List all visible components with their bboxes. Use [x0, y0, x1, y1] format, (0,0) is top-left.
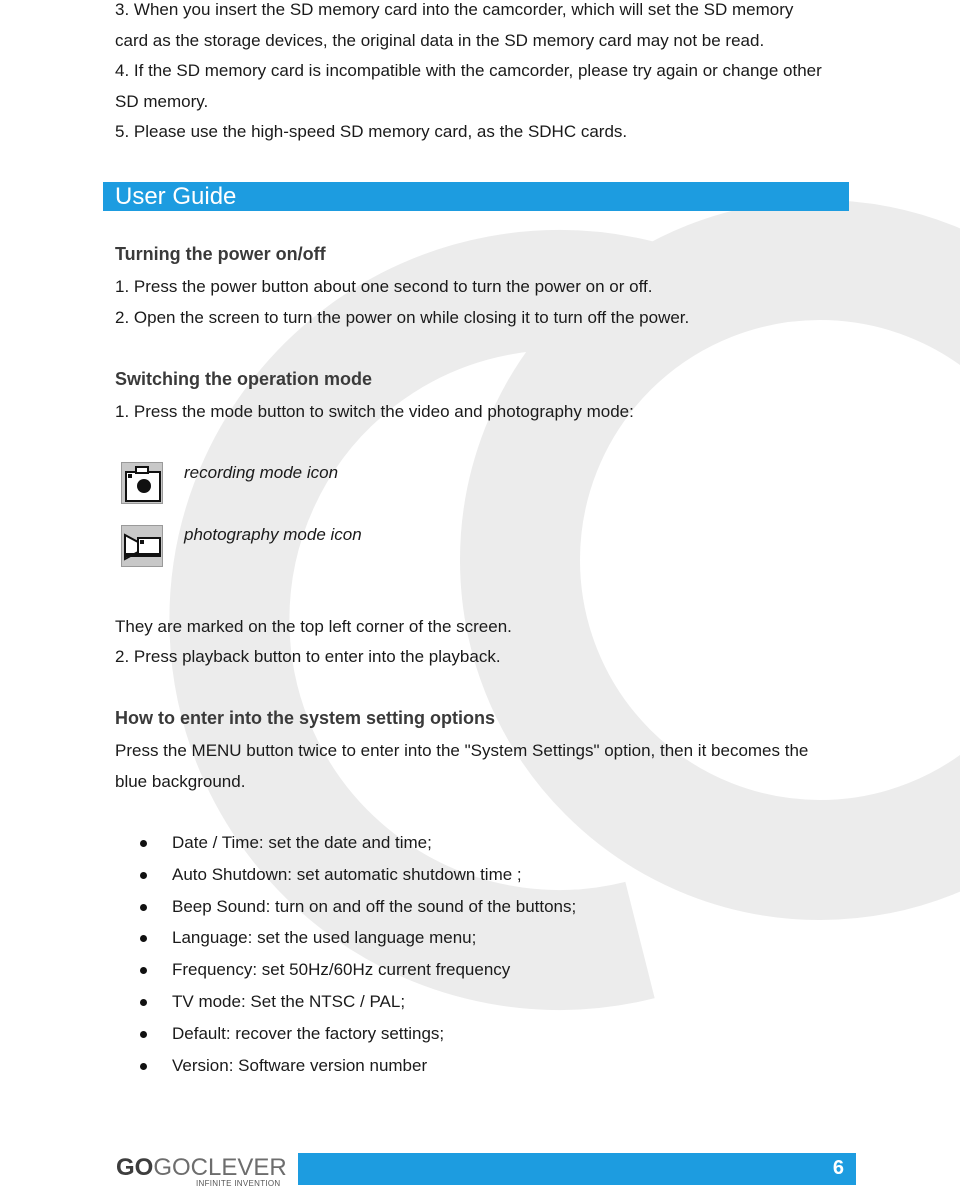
- user-guide-banner: [103, 182, 849, 211]
- bullet-icon: [140, 967, 147, 974]
- intro-item-3b: card as the storage devices, the original data in the SD memory card may not be read.: [115, 31, 765, 50]
- photography-mode-label: photography mode icon: [184, 525, 362, 544]
- intro-item-4a: 4. If the SD memory card is incompatible with the camcorder, please try again or change other: [115, 61, 822, 80]
- recording-mode-label: recording mode icon: [184, 463, 339, 482]
- bullet-icon: [140, 872, 147, 879]
- intro-item-4b: SD memory.: [115, 92, 209, 111]
- option-tv-mode: TV mode: Set the NTSC / PAL;: [172, 991, 406, 1011]
- list-item: [140, 992, 576, 1024]
- option-frequency: Frequency: set 50Hz/60Hz current frequency: [172, 960, 511, 980]
- mode-step-2: 2. Press playback button to enter into the playback.: [115, 647, 501, 666]
- logo-wordmark: GOCLEVER: [153, 1154, 287, 1181]
- mode-heading: Switching the operation mode: [115, 369, 373, 389]
- list-item: [140, 833, 576, 865]
- system-intro-line-1: Press the MENU button twice to enter into the "System Settings" option, then it becomes the: [115, 741, 809, 760]
- list-item: [140, 928, 576, 960]
- list-item: [140, 960, 576, 992]
- footer-bar: [298, 1153, 856, 1185]
- list-item: [140, 1024, 576, 1056]
- list-item: [140, 865, 576, 897]
- bullet-icon: [140, 1063, 147, 1070]
- list-item: [140, 1056, 576, 1088]
- page-number: 6: [832, 1157, 844, 1179]
- intro-item-5: 5. Please use the high-speed SD memory card, as the SDHC cards.: [115, 122, 628, 141]
- system-intro-line-2: blue background.: [115, 772, 246, 791]
- option-language: Language: set the used language menu;: [172, 928, 477, 948]
- bullet-icon: [140, 935, 147, 942]
- system-options-list: [140, 833, 576, 1087]
- goclever-logo: [116, 1155, 286, 1187]
- system-heading: How to enter into the system setting options: [115, 708, 496, 728]
- bullet-icon: [140, 999, 147, 1006]
- list-item: [140, 897, 576, 929]
- power-step-1: 1. Press the power button about one second to turn the power on or off.: [115, 277, 653, 296]
- power-heading: Turning the power on/off: [115, 244, 326, 264]
- camcorder-icon: [121, 525, 163, 567]
- mode-step-1: 1. Press the mode button to switch the video and photography mode:: [115, 402, 634, 421]
- power-step-2: 2. Open the screen to turn the power on while closing it to turn off the power.: [115, 308, 690, 327]
- option-version: Version: Software version number: [172, 1055, 428, 1075]
- option-auto-shutdown: Auto Shutdown: set automatic shutdown time ;: [172, 864, 522, 884]
- option-beep-sound: Beep Sound: turn on and off the sound of the buttons;: [172, 896, 577, 916]
- option-date-time: Date / Time: set the date and time;: [172, 833, 432, 852]
- user-guide-title: User Guide: [115, 183, 237, 210]
- bullet-icon: [140, 904, 147, 911]
- logo-tagline: INFINITE INVENTION: [196, 1179, 281, 1188]
- option-default: Default: recover the factory settings;: [172, 1023, 445, 1043]
- mode-note: They are marked on the top left corner of the screen.: [115, 617, 512, 636]
- bullet-icon: [140, 1031, 147, 1038]
- logo-go-mark: GO: [116, 1154, 154, 1181]
- bullet-icon: [140, 840, 147, 847]
- intro-item-3a: 3. When you insert the SD memory card into the camcorder, which will set the SD memory: [115, 0, 794, 19]
- camera-icon: [121, 462, 163, 504]
